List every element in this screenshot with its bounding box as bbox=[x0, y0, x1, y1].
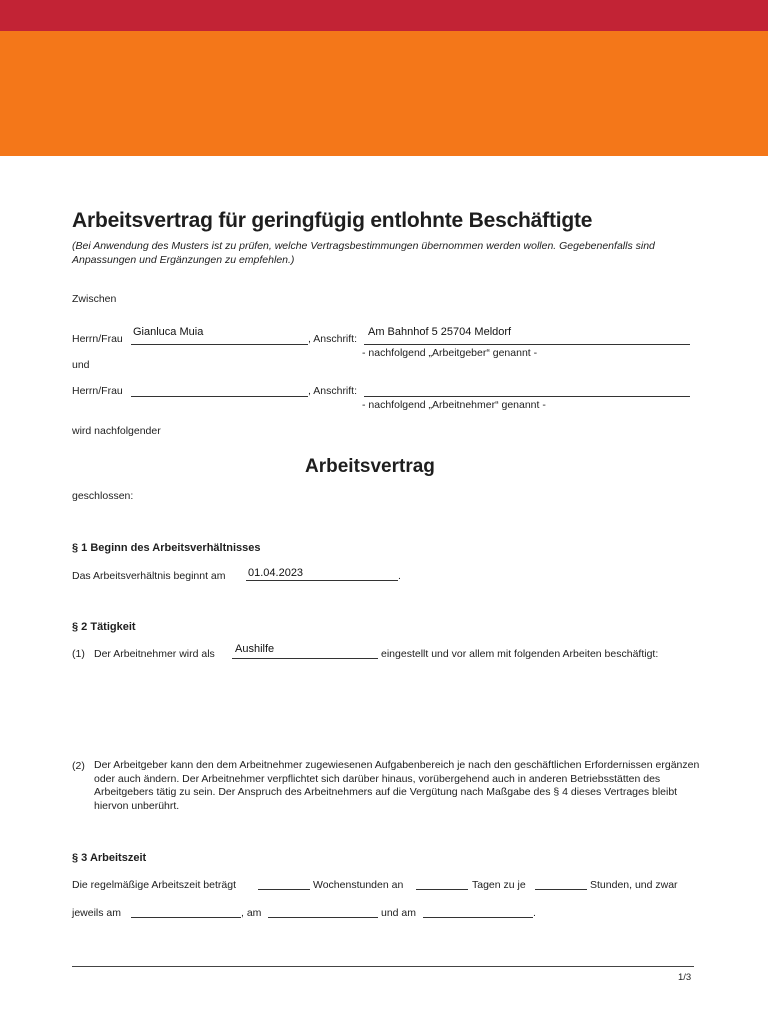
section3-line2-b: , am bbox=[241, 907, 262, 919]
document-subtitle: (Bei Anwendung des Musters ist zu prüfen, welche Vertragsbestimmungen übernommen werden wollen. Gegebenenfalls sind Anpassungen und Ergänzungen zu empfehlen.) bbox=[72, 240, 655, 266]
section1-text: Das Arbeitsverhältnis beginnt am bbox=[72, 570, 226, 582]
page-number: 1/3 bbox=[678, 972, 692, 983]
pre-heading-text: wird nachfolgender bbox=[72, 425, 161, 437]
section2-p1-number: (1) bbox=[72, 648, 85, 660]
contract-heading: Arbeitsvertrag bbox=[305, 456, 435, 477]
party1-name-field[interactable]: Gianluca Muia bbox=[133, 326, 204, 338]
party2-address-line bbox=[364, 396, 690, 397]
section3-line1-c: Tagen zu je bbox=[472, 879, 526, 891]
party1-name-line bbox=[131, 344, 308, 345]
section1-date-field[interactable]: 01.04.2023 bbox=[248, 567, 304, 579]
section2-p2-number: (2) bbox=[72, 760, 85, 772]
section3-hours-per-day-line[interactable] bbox=[535, 889, 587, 890]
section1-end: . bbox=[398, 570, 401, 582]
section3-day2-line[interactable] bbox=[268, 917, 378, 918]
party2-address-label: , Anschrift: bbox=[308, 385, 358, 397]
party1-address-field[interactable]: Am Bahnhof 5 25704 Meldorf bbox=[368, 326, 512, 338]
section3-line2-d: . bbox=[533, 907, 536, 919]
conjunction-text: und bbox=[72, 359, 90, 371]
section1-date-line bbox=[246, 580, 398, 581]
section3-title: § 3 Arbeitszeit bbox=[72, 852, 147, 864]
section3-hours-line[interactable] bbox=[258, 889, 310, 890]
section1-title: § 1 Beginn des Arbeitsverhältnisses bbox=[72, 542, 261, 554]
section3-day1-line[interactable] bbox=[131, 917, 241, 918]
section2-p1-post: eingestellt und vor allem mit folgenden Arbeiten beschäftigt: bbox=[381, 648, 659, 660]
section2-role-field[interactable]: Aushilfe bbox=[235, 643, 275, 655]
document-title: Arbeitsvertrag für geringfügig entlohnte Beschäftigte bbox=[72, 209, 593, 232]
party1-label: Herrn/Frau bbox=[72, 333, 123, 345]
section2-role-line bbox=[232, 658, 378, 659]
party1-role-note: - nachfolgend „Arbeitgeber“ genannt - bbox=[362, 347, 538, 359]
party2-name-line bbox=[131, 396, 308, 397]
party2-label: Herrn/Frau bbox=[72, 385, 123, 397]
section3-line2-c: und am bbox=[381, 907, 417, 919]
section3-line1-b: Wochenstunden an bbox=[313, 879, 404, 891]
header-band-orange bbox=[0, 31, 768, 156]
section3-days-line[interactable] bbox=[416, 889, 468, 890]
footer-divider bbox=[72, 966, 694, 967]
section3-line2-a: jeweils am bbox=[72, 907, 122, 919]
party2-role-note: - nachfolgend „Arbeitnehmer“ genannt - bbox=[362, 399, 546, 411]
party1-address-label: , Anschrift: bbox=[308, 333, 358, 345]
post-heading-text: geschlossen: bbox=[72, 490, 134, 502]
section3-line1-d: Stunden, und zwar bbox=[590, 879, 678, 891]
intro-text: Zwischen bbox=[72, 293, 117, 305]
section2-p2-text: Der Arbeitgeber kann den dem Arbeitnehmer zugewiesenen Aufgabenbereich je nach den geschäftlichen Erfordernissen ergänzen oder auch ändern. Der Arbeitnehmer verpflichtet sich darüber hinaus, vorübergehend auch in anderen Betriebsstätten des Arbeitgebers tätig zu sein. Der Anspruch des Arbeitnehmers auf die Vergütung nach Maßgabe des § 4 dieses Vertrages bleibt hiervon unberührt. bbox=[94, 759, 700, 812]
party1-address-line bbox=[364, 344, 690, 345]
header-band-red bbox=[0, 0, 768, 31]
section3-day3-line[interactable] bbox=[423, 917, 533, 918]
section3-line1-a: Die regelmäßige Arbeitszeit beträgt bbox=[72, 879, 236, 891]
section2-title: § 2 Tätigkeit bbox=[72, 621, 136, 633]
section2-p1-pre: Der Arbeitnehmer wird als bbox=[94, 648, 215, 660]
